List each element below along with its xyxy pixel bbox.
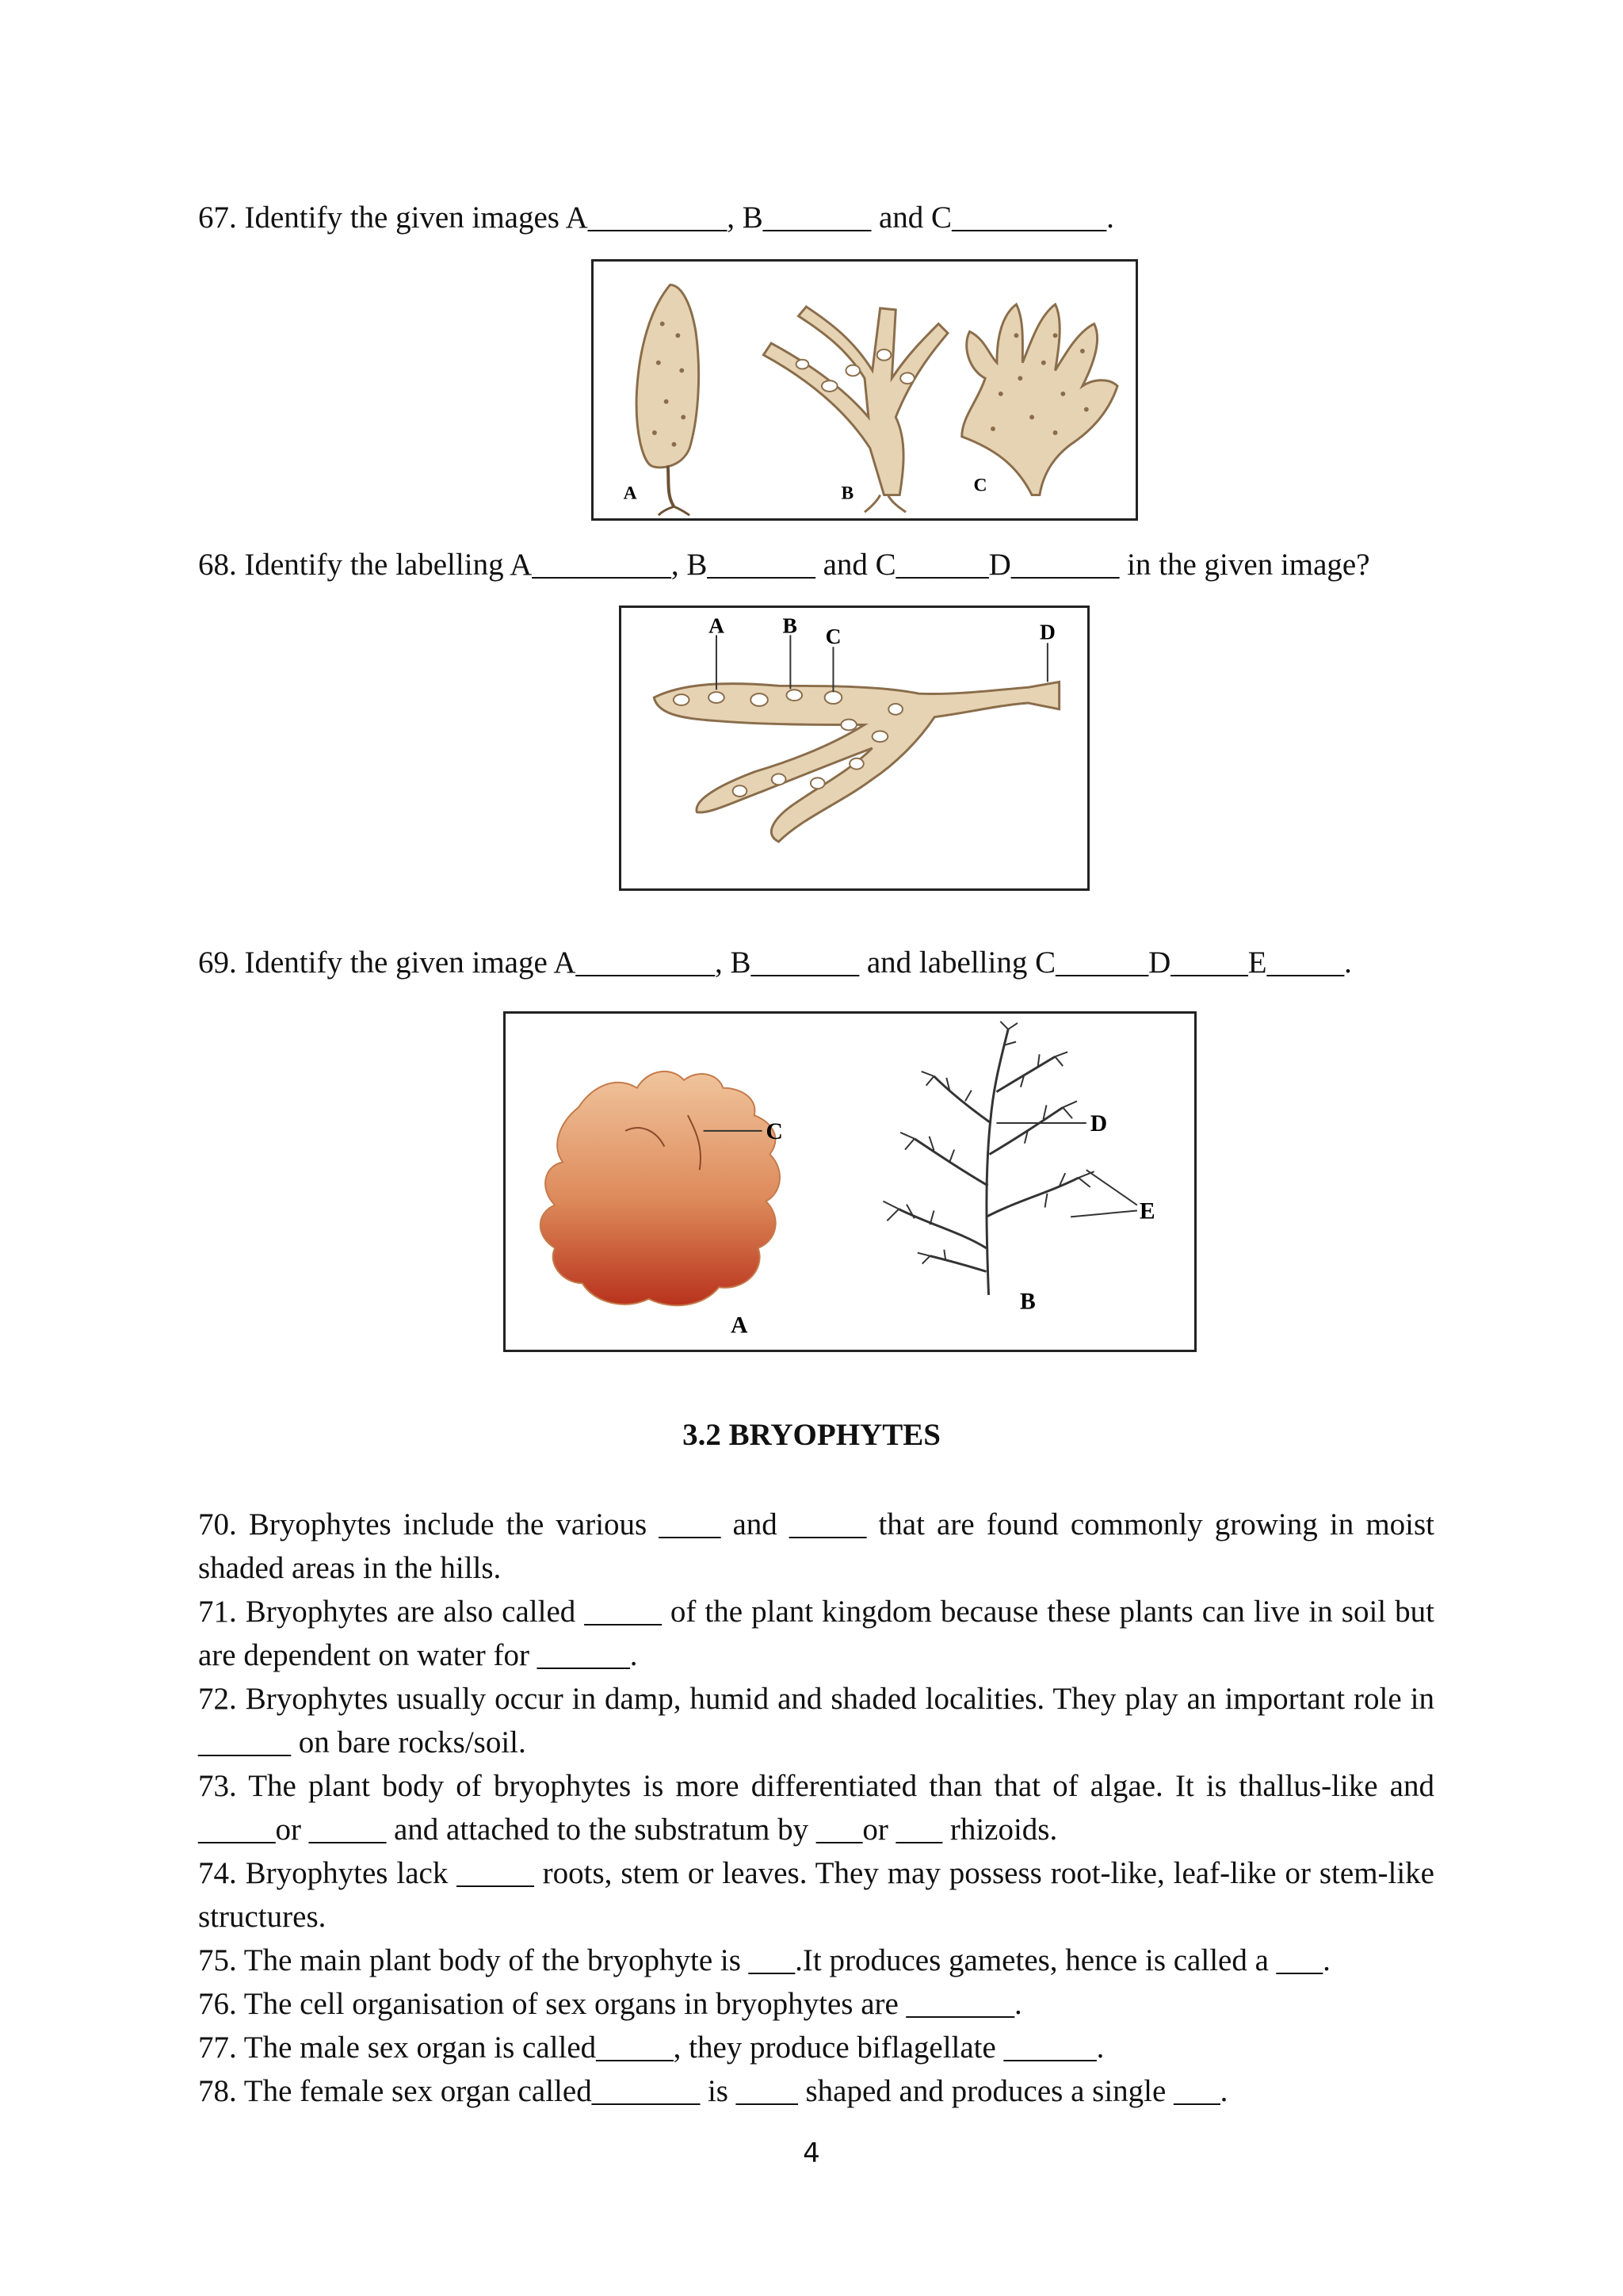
question-74: 74. Bryophytes lack _____ roots, stem or leaves. They may possess root-like, leaf-like or stem-like structures. [198,1856,1434,1934]
question-71: 71. Bryophytes are also called _____ of the plant kingdom because these plants can live in soil but are dependent on water for ______. [198,1595,1434,1672]
figure2-label-c: C [825,624,842,649]
figure3-label-c: C [766,1118,783,1144]
figure3-label-b: B [1019,1289,1036,1315]
alga-b-drawing [763,307,948,512]
thallus-illustration [506,1014,1194,1350]
page-number: 4 [803,2137,820,2169]
question-72: 72. Bryophytes usually occur in damp, humid and shaded localities. They play an important role in ______ on bare rocks/soil. [198,1682,1434,1759]
question-70: 70. Bryophytes include the various ____ and _____ that are found commonly growing in moist shaded areas in the hills. [198,1507,1434,1585]
alga-a-drawing [636,285,699,515]
figure2-label-d: D [1040,619,1056,644]
alga-c-drawing [962,304,1117,495]
question-73: 73. The plant body of bryophytes is more differentiated than that of algae. It is thallus-like and _____or _____ and attached to the substratum by ___or ___ rhizoids. [198,1769,1434,1847]
figure3-label-e: E [1139,1198,1155,1224]
figure-algae-types [591,259,1138,521]
algae-illustration [594,262,1136,518]
question-68: 68. Identify the labelling A_________, B_______ and C______D_______ in the given image? [198,548,1370,582]
figure3-label-a: A [731,1312,748,1339]
question-69: 69. Identify the given image A_________, B_______ and labelling C______D_____E_____. [198,946,1352,980]
figure1-label-b: B [841,483,854,504]
figure2-label-b: B [782,613,797,638]
question-75: 75. The main plant body of the bryophyte is ___.It produces gametes, hence is called a ___. [198,1943,1331,1977]
thallus-a-drawing [540,1072,780,1305]
question-77: 77. The male sex organ is called_____, they produce biflagellate ______. [198,2030,1105,2065]
figure1-label-c: C [973,475,987,496]
figure-fucus-labelled [619,606,1090,891]
question-67: 67. Identify the given images A_________, B_______ and C__________. [198,201,1114,235]
figure3-label-d: D [1090,1110,1108,1137]
section-heading: 3.2 BRYOPHYTES [682,1418,941,1452]
figure2-label-a: A [708,613,724,638]
question-76: 76. The cell organisation of sex organs in bryophytes are _______. [198,1987,1022,2021]
figure1-label-a: A [623,483,637,504]
question-78: 78. The female sex organ called_______ is ____ shaped and produces a single ___. [198,2074,1228,2108]
figure-thallus-and-branch [503,1011,1197,1352]
fucus-illustration [621,608,1087,888]
